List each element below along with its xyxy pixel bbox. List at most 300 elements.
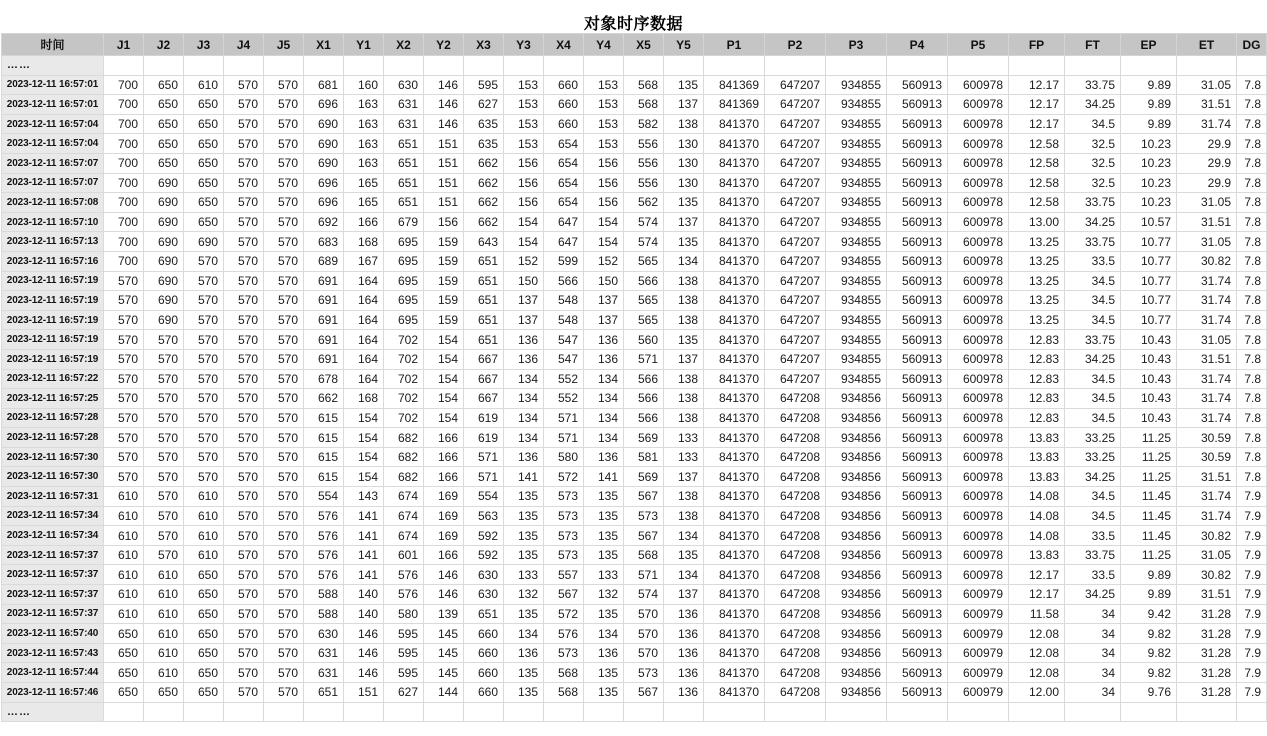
- cell-J2: 650: [144, 134, 184, 154]
- time-cell: 2023-12-11 16:57:10: [2, 212, 104, 232]
- empty-cell: [384, 56, 424, 76]
- cell-X3: 592: [464, 545, 504, 565]
- cell-X3: 630: [464, 565, 504, 585]
- cell-J3: 610: [184, 487, 224, 507]
- cell-ET: 31.51: [1177, 467, 1237, 487]
- time-cell: 2023-12-11 16:57:19: [2, 310, 104, 330]
- cell-EP: 10.77: [1121, 232, 1177, 252]
- cell-J3: 690: [184, 232, 224, 252]
- cell-FP: 13.25: [1009, 251, 1065, 271]
- cell-EP: 10.57: [1121, 212, 1177, 232]
- cell-J2: 690: [144, 291, 184, 311]
- cell-P4: 560913: [887, 251, 948, 271]
- empty-cell: [344, 56, 384, 76]
- time-cell: 2023-12-11 16:57:01: [2, 95, 104, 115]
- cell-J3: 570: [184, 310, 224, 330]
- cell-X1: 683: [304, 232, 344, 252]
- cell-Y5: 135: [664, 75, 704, 95]
- cell-FT: 34: [1065, 683, 1121, 703]
- cell-J3: 650: [184, 95, 224, 115]
- cell-P3: 934855: [826, 232, 887, 252]
- cell-J5: 570: [264, 408, 304, 428]
- cell-X4: 572: [544, 467, 584, 487]
- cell-X4: 654: [544, 134, 584, 154]
- cell-P1: 841370: [704, 349, 765, 369]
- time-cell: 2023-12-11 16:57:44: [2, 663, 104, 683]
- cell-Y3: 153: [504, 114, 544, 134]
- empty-cell: [1121, 702, 1177, 722]
- cell-X2: 631: [384, 114, 424, 134]
- cell-FP: 13.83: [1009, 428, 1065, 448]
- table-body: [2, 56, 1267, 722]
- cell-J1: 570: [104, 447, 144, 467]
- cell-Y5: 133: [664, 447, 704, 467]
- cell-P2: 647208: [765, 585, 826, 605]
- empty-cell: [304, 56, 344, 76]
- cell-P2: 647207: [765, 114, 826, 134]
- cell-ET: 31.74: [1177, 114, 1237, 134]
- cell-P4: 560913: [887, 232, 948, 252]
- cell-ET: 31.74: [1177, 369, 1237, 389]
- table-row: [2, 487, 1267, 507]
- cell-Y1: 164: [344, 369, 384, 389]
- cell-J3: 650: [184, 193, 224, 213]
- cell-FT: 33.75: [1065, 545, 1121, 565]
- cell-P4: 560913: [887, 585, 948, 605]
- table-row: [2, 75, 1267, 95]
- cell-DG: 7.9: [1237, 506, 1267, 526]
- cell-X5: 565: [624, 310, 664, 330]
- cell-Y1: 154: [344, 408, 384, 428]
- cell-X5: 571: [624, 349, 664, 369]
- empty-cell: [1121, 56, 1177, 76]
- cell-J5: 570: [264, 173, 304, 193]
- cell-X4: 568: [544, 683, 584, 703]
- cell-X1: 630: [304, 624, 344, 644]
- cell-J2: 610: [144, 663, 184, 683]
- cell-ET: 31.74: [1177, 291, 1237, 311]
- cell-ET: 31.05: [1177, 75, 1237, 95]
- cell-X3: 619: [464, 408, 504, 428]
- table-row: [2, 604, 1267, 624]
- cell-J4: 570: [224, 310, 264, 330]
- cell-Y3: 153: [504, 75, 544, 95]
- cell-X3: 667: [464, 349, 504, 369]
- cell-P5: 600979: [948, 604, 1009, 624]
- cell-FT: 33.75: [1065, 232, 1121, 252]
- cell-FP: 12.83: [1009, 349, 1065, 369]
- column-header-DG: DG: [1237, 34, 1267, 56]
- cell-J5: 570: [264, 487, 304, 507]
- cell-X5: 573: [624, 506, 664, 526]
- cell-J1: 700: [104, 114, 144, 134]
- cell-P1: 841370: [704, 193, 765, 213]
- cell-X1: 691: [304, 349, 344, 369]
- cell-FT: 34.25: [1065, 585, 1121, 605]
- cell-J5: 570: [264, 232, 304, 252]
- cell-P2: 647207: [765, 330, 826, 350]
- cell-J3: 650: [184, 643, 224, 663]
- cell-ET: 31.74: [1177, 408, 1237, 428]
- cell-X5: 574: [624, 212, 664, 232]
- empty-cell: [384, 702, 424, 722]
- cell-X1: 576: [304, 545, 344, 565]
- column-header-J1: J1: [104, 34, 144, 56]
- cell-J4: 570: [224, 330, 264, 350]
- cell-FP: 12.17: [1009, 585, 1065, 605]
- cell-EP: 10.43: [1121, 408, 1177, 428]
- cell-Y1: 164: [344, 330, 384, 350]
- cell-Y2: 151: [424, 193, 464, 213]
- time-cell: 2023-12-11 16:57:07: [2, 173, 104, 193]
- cell-X5: 582: [624, 114, 664, 134]
- cell-DG: 7.8: [1237, 310, 1267, 330]
- empty-cell: [765, 56, 826, 76]
- cell-X4: 573: [544, 487, 584, 507]
- cell-Y3: 156: [504, 173, 544, 193]
- cell-EP: 11.25: [1121, 447, 1177, 467]
- cell-X5: 556: [624, 134, 664, 154]
- cell-P5: 600978: [948, 212, 1009, 232]
- cell-J1: 700: [104, 232, 144, 252]
- cell-Y4: 135: [584, 663, 624, 683]
- cell-J2: 690: [144, 251, 184, 271]
- cell-P1: 841369: [704, 75, 765, 95]
- cell-X1: 576: [304, 565, 344, 585]
- cell-J5: 570: [264, 153, 304, 173]
- cell-Y1: 168: [344, 232, 384, 252]
- cell-X1: 696: [304, 95, 344, 115]
- cell-P2: 647208: [765, 604, 826, 624]
- cell-J3: 570: [184, 447, 224, 467]
- cell-X2: 631: [384, 95, 424, 115]
- cell-DG: 7.9: [1237, 683, 1267, 703]
- cell-X2: 595: [384, 643, 424, 663]
- empty-cell: [1009, 702, 1065, 722]
- table-row: [2, 153, 1267, 173]
- cell-ET: 31.51: [1177, 95, 1237, 115]
- cell-Y4: 134: [584, 408, 624, 428]
- cell-FT: 34: [1065, 604, 1121, 624]
- cell-Y2: 146: [424, 114, 464, 134]
- cell-FT: 34.5: [1065, 114, 1121, 134]
- cell-DG: 7.9: [1237, 604, 1267, 624]
- empty-cell: [544, 56, 584, 76]
- cell-DG: 7.8: [1237, 114, 1267, 134]
- cell-P3: 934855: [826, 173, 887, 193]
- cell-P3: 934856: [826, 389, 887, 409]
- cell-FP: 13.25: [1009, 232, 1065, 252]
- cell-Y4: 137: [584, 310, 624, 330]
- cell-J3: 650: [184, 565, 224, 585]
- cell-P1: 841370: [704, 506, 765, 526]
- cell-ET: 30.59: [1177, 447, 1237, 467]
- cell-Y4: 136: [584, 643, 624, 663]
- cell-J1: 700: [104, 153, 144, 173]
- cell-J2: 610: [144, 604, 184, 624]
- cell-X1: 662: [304, 389, 344, 409]
- cell-P1: 841370: [704, 585, 765, 605]
- cell-J1: 610: [104, 545, 144, 565]
- cell-Y1: 154: [344, 447, 384, 467]
- time-cell: 2023-12-11 16:57:22: [2, 369, 104, 389]
- cell-J1: 700: [104, 134, 144, 154]
- cell-P5: 600978: [948, 114, 1009, 134]
- time-cell: 2023-12-11 16:57:37: [2, 585, 104, 605]
- column-header-P2: P2: [765, 34, 826, 56]
- table-row: [2, 212, 1267, 232]
- cell-Y5: 130: [664, 134, 704, 154]
- cell-Y4: 137: [584, 291, 624, 311]
- cell-X2: 651: [384, 173, 424, 193]
- cell-X5: 566: [624, 408, 664, 428]
- cell-J5: 570: [264, 310, 304, 330]
- cell-X4: 552: [544, 369, 584, 389]
- cell-J5: 570: [264, 251, 304, 271]
- cell-ET: 30.59: [1177, 428, 1237, 448]
- cell-P3: 934855: [826, 134, 887, 154]
- cell-J5: 570: [264, 526, 304, 546]
- cell-X2: 674: [384, 487, 424, 507]
- cell-X3: 563: [464, 506, 504, 526]
- cell-X2: 595: [384, 624, 424, 644]
- cell-EP: 11.45: [1121, 487, 1177, 507]
- cell-J1: 570: [104, 467, 144, 487]
- cell-P5: 600978: [948, 506, 1009, 526]
- table-row: [2, 251, 1267, 271]
- cell-P2: 647208: [765, 526, 826, 546]
- cell-J3: 610: [184, 545, 224, 565]
- table-row: [2, 173, 1267, 193]
- cell-FT: 32.5: [1065, 173, 1121, 193]
- cell-P4: 560913: [887, 663, 948, 683]
- cell-P5: 600978: [948, 232, 1009, 252]
- empty-cell: [624, 702, 664, 722]
- empty-cell: [104, 56, 144, 76]
- cell-J1: 700: [104, 173, 144, 193]
- time-cell: 2023-12-11 16:57:28: [2, 408, 104, 428]
- column-header-X2: X2: [384, 34, 424, 56]
- cell-ET: 31.74: [1177, 310, 1237, 330]
- cell-P1: 841370: [704, 663, 765, 683]
- cell-DG: 7.9: [1237, 565, 1267, 585]
- cell-DG: 7.8: [1237, 95, 1267, 115]
- cell-X3: 651: [464, 330, 504, 350]
- cell-Y1: 141: [344, 565, 384, 585]
- cell-J5: 570: [264, 349, 304, 369]
- cell-X4: 647: [544, 232, 584, 252]
- time-cell: 2023-12-11 16:57:25: [2, 389, 104, 409]
- empty-cell: [344, 702, 384, 722]
- cell-P2: 647208: [765, 663, 826, 683]
- time-cell: 2023-12-11 16:57:07: [2, 153, 104, 173]
- cell-Y2: 169: [424, 487, 464, 507]
- cell-J4: 570: [224, 526, 264, 546]
- cell-J2: 570: [144, 467, 184, 487]
- cell-X3: 635: [464, 114, 504, 134]
- cell-J3: 650: [184, 212, 224, 232]
- cell-EP: 10.23: [1121, 173, 1177, 193]
- cell-P2: 647208: [765, 389, 826, 409]
- cell-Y1: 141: [344, 526, 384, 546]
- time-cell: 2023-12-11 16:57:37: [2, 565, 104, 585]
- cell-X2: 651: [384, 193, 424, 213]
- cell-P5: 600978: [948, 75, 1009, 95]
- empty-cell: [1065, 56, 1121, 76]
- cell-DG: 7.9: [1237, 545, 1267, 565]
- cell-J1: 610: [104, 585, 144, 605]
- cell-Y2: 159: [424, 271, 464, 291]
- cell-J4: 570: [224, 75, 264, 95]
- cell-J2: 570: [144, 408, 184, 428]
- cell-Y2: 169: [424, 526, 464, 546]
- cell-X5: 562: [624, 193, 664, 213]
- cell-X2: 702: [384, 369, 424, 389]
- cell-Y5: 136: [664, 643, 704, 663]
- cell-J2: 570: [144, 506, 184, 526]
- cell-X3: 651: [464, 310, 504, 330]
- cell-ET: 29.9: [1177, 153, 1237, 173]
- cell-Y1: 164: [344, 310, 384, 330]
- cell-X2: 695: [384, 232, 424, 252]
- cell-P4: 560913: [887, 506, 948, 526]
- cell-X1: 615: [304, 428, 344, 448]
- cell-Y2: 154: [424, 389, 464, 409]
- cell-P2: 647208: [765, 506, 826, 526]
- cell-X2: 627: [384, 683, 424, 703]
- cell-P4: 560913: [887, 408, 948, 428]
- cell-Y5: 138: [664, 310, 704, 330]
- cell-DG: 7.8: [1237, 330, 1267, 350]
- cell-DG: 7.9: [1237, 643, 1267, 663]
- cell-P5: 600978: [948, 545, 1009, 565]
- table-row: [2, 232, 1267, 252]
- cell-P3: 934856: [826, 467, 887, 487]
- cell-Y2: 159: [424, 310, 464, 330]
- cell-ET: 30.82: [1177, 526, 1237, 546]
- cell-EP: 10.43: [1121, 389, 1177, 409]
- cell-Y4: 133: [584, 565, 624, 585]
- cell-J2: 570: [144, 526, 184, 546]
- cell-X2: 702: [384, 408, 424, 428]
- cell-X5: 570: [624, 643, 664, 663]
- cell-X4: 573: [544, 545, 584, 565]
- cell-J3: 570: [184, 330, 224, 350]
- cell-X3: 651: [464, 291, 504, 311]
- cell-EP: 10.23: [1121, 153, 1177, 173]
- cell-J4: 570: [224, 565, 264, 585]
- cell-X1: 615: [304, 467, 344, 487]
- cell-Y1: 141: [344, 545, 384, 565]
- cell-P2: 647207: [765, 193, 826, 213]
- cell-J4: 570: [224, 487, 264, 507]
- cell-EP: 10.77: [1121, 251, 1177, 271]
- cell-Y3: 135: [504, 506, 544, 526]
- cell-Y3: 135: [504, 663, 544, 683]
- column-header-X4: X4: [544, 34, 584, 56]
- table-row: [2, 447, 1267, 467]
- cell-Y4: 135: [584, 526, 624, 546]
- column-header-P1: P1: [704, 34, 765, 56]
- column-header-Y1: Y1: [344, 34, 384, 56]
- empty-cell: [264, 702, 304, 722]
- cell-J5: 570: [264, 134, 304, 154]
- cell-FP: 13.25: [1009, 310, 1065, 330]
- cell-P4: 560913: [887, 310, 948, 330]
- cell-X4: 573: [544, 643, 584, 663]
- cell-X4: 660: [544, 114, 584, 134]
- cell-J5: 570: [264, 683, 304, 703]
- cell-EP: 9.89: [1121, 585, 1177, 605]
- cell-Y3: 133: [504, 565, 544, 585]
- cell-FP: 12.08: [1009, 643, 1065, 663]
- cell-P4: 560913: [887, 95, 948, 115]
- cell-P2: 647207: [765, 212, 826, 232]
- ellipsis-cell: ……: [2, 56, 104, 76]
- empty-cell: [826, 702, 887, 722]
- column-header-FT: FT: [1065, 34, 1121, 56]
- cell-X3: 651: [464, 271, 504, 291]
- time-cell: 2023-12-11 16:57:34: [2, 506, 104, 526]
- cell-Y4: 156: [584, 193, 624, 213]
- header-row: [2, 34, 1267, 56]
- cell-X3: 554: [464, 487, 504, 507]
- cell-Y3: 153: [504, 95, 544, 115]
- cell-Y4: 152: [584, 251, 624, 271]
- column-header-P4: P4: [887, 34, 948, 56]
- cell-FP: 13.25: [1009, 271, 1065, 291]
- empty-cell: [1065, 702, 1121, 722]
- time-cell: 2023-12-11 16:57:31: [2, 487, 104, 507]
- cell-P2: 647208: [765, 467, 826, 487]
- empty-cell: [584, 702, 624, 722]
- cell-X4: 547: [544, 349, 584, 369]
- cell-J3: 650: [184, 683, 224, 703]
- empty-cell: [664, 702, 704, 722]
- cell-J5: 570: [264, 212, 304, 232]
- column-header-时间: 时间: [2, 34, 104, 56]
- cell-X1: 691: [304, 330, 344, 350]
- cell-X4: 568: [544, 663, 584, 683]
- cell-Y5: 136: [664, 683, 704, 703]
- cell-P1: 841370: [704, 389, 765, 409]
- cell-EP: 10.77: [1121, 291, 1177, 311]
- cell-X2: 674: [384, 526, 424, 546]
- cell-J1: 650: [104, 643, 144, 663]
- cell-Y4: 134: [584, 428, 624, 448]
- cell-FP: 12.83: [1009, 408, 1065, 428]
- empty-cell: [224, 702, 264, 722]
- cell-J4: 570: [224, 369, 264, 389]
- cell-X4: 548: [544, 310, 584, 330]
- cell-X5: 556: [624, 153, 664, 173]
- cell-J4: 570: [224, 643, 264, 663]
- cell-Y5: 137: [664, 212, 704, 232]
- cell-P5: 600978: [948, 330, 1009, 350]
- cell-Y5: 138: [664, 506, 704, 526]
- cell-X1: 690: [304, 114, 344, 134]
- cell-X3: 643: [464, 232, 504, 252]
- cell-J5: 570: [264, 114, 304, 134]
- cell-P2: 647208: [765, 565, 826, 585]
- cell-X3: 592: [464, 526, 504, 546]
- cell-J5: 570: [264, 193, 304, 213]
- cell-Y1: 163: [344, 114, 384, 134]
- cell-Y1: 165: [344, 173, 384, 193]
- cell-J4: 570: [224, 95, 264, 115]
- cell-J3: 570: [184, 467, 224, 487]
- cell-EP: 11.25: [1121, 545, 1177, 565]
